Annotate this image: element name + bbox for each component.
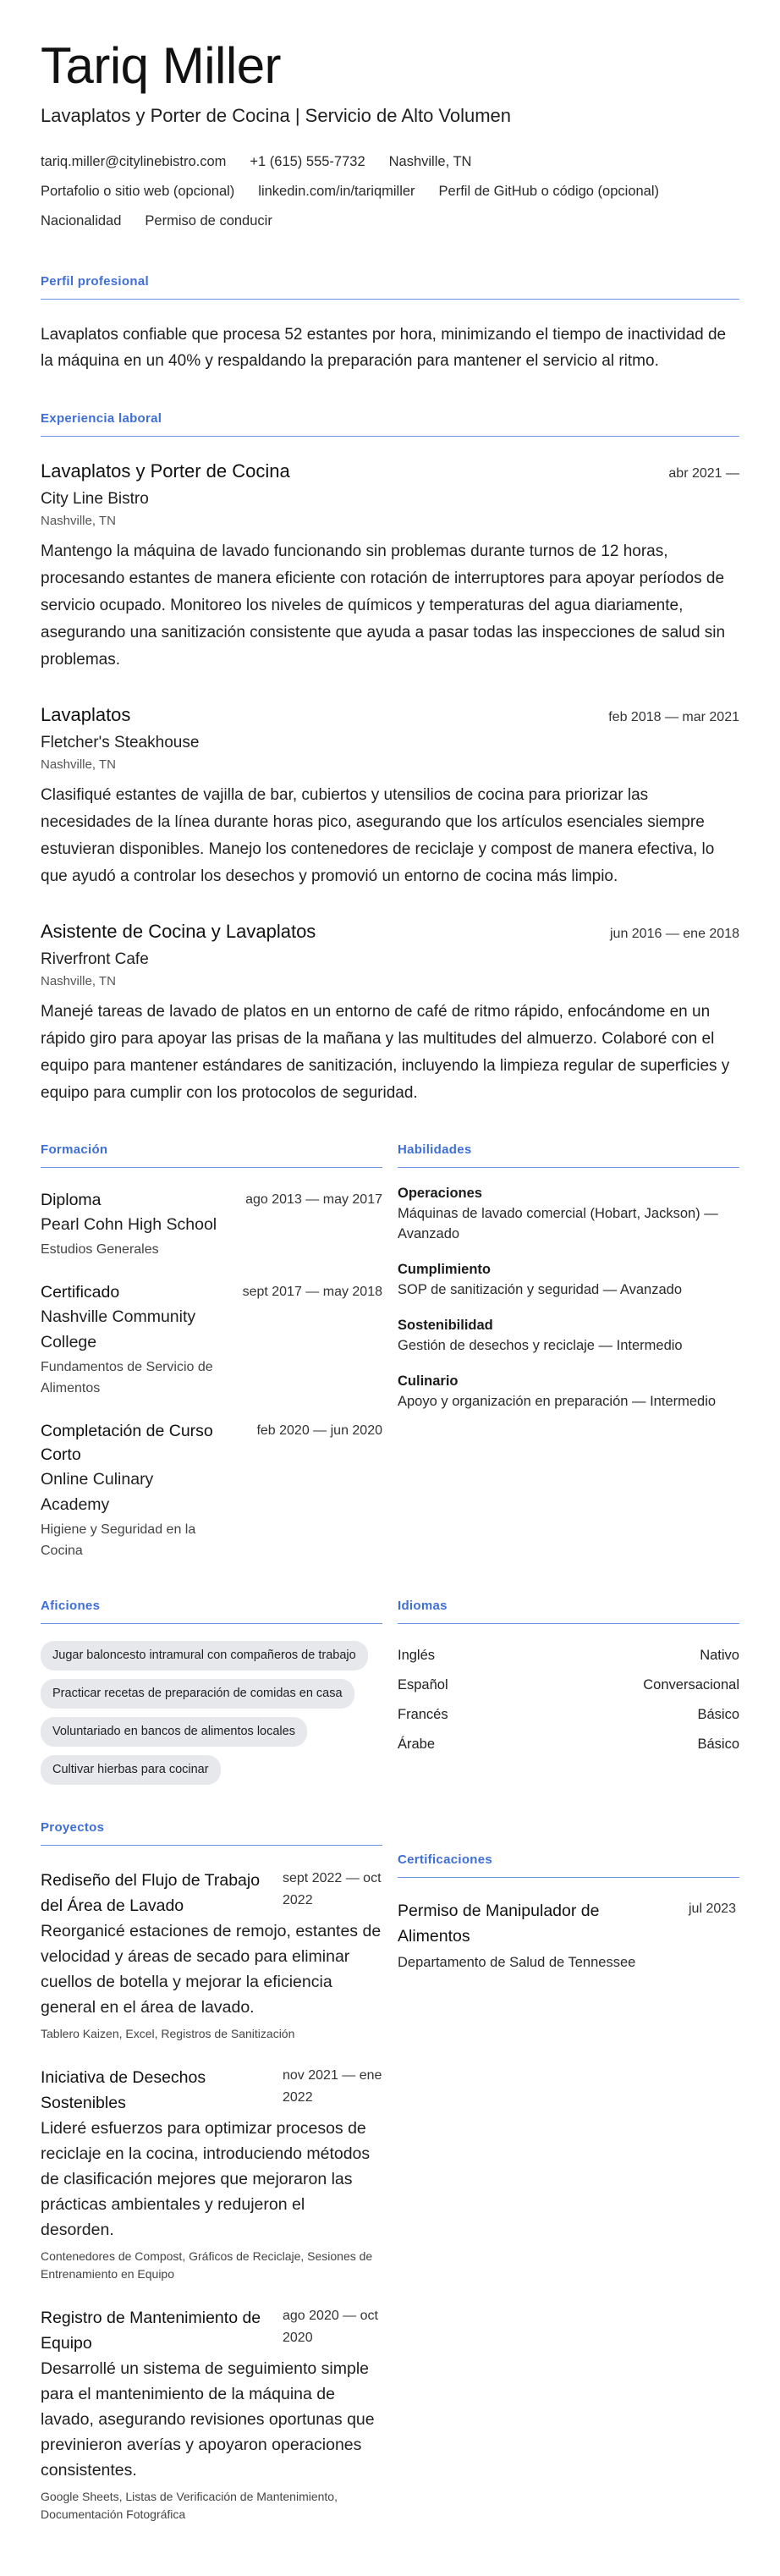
hobby-chip: Voluntariado en bancos de alimentos locales [41,1717,307,1747]
skill-description: Apoyo y organización en preparación — Intermedio [398,1394,717,1409]
job-entry [41,704,739,890]
contact-nationality: Nacionalidad [41,213,122,228]
language-entry [398,1700,739,1730]
project-date: nov 2021 — ene 2022 [283,2068,382,2105]
education-school: Pearl Cohn High School [41,1215,217,1234]
education-school: Online Culinary Academy [41,1470,154,1514]
education-entry [41,1419,382,1561]
contact-github[interactable]: Perfil de GitHub o código (opcional) [438,184,660,199]
certification-issuer: Departamento de Salud de Tennessee [398,1955,636,1970]
certifications-section [398,1852,739,2524]
job-title: Lavaplatos [41,704,131,725]
contact-portfolio[interactable]: Portafolio o sitio web (opcional) [41,184,235,199]
project-description: Reorganicé estaciones de remojo, estantes de velocidad y áreas de secado para eliminar cuellos de botella y mejorar la eficiencia general en el área de lavado. [41,1922,382,2017]
job-company: Riverfront Cafe [41,950,149,968]
candidate-name: Tariq Miller [41,37,282,94]
section-title-experience: Experiencia laboral [41,411,739,437]
job-company: City Line Bistro [41,490,149,508]
education-section [41,1142,382,1561]
education-field: Fundamentos de Servicio de Alimentos [41,1360,213,1395]
section-title-skills: Habilidades [398,1142,739,1168]
project-entry [41,1868,382,2043]
section-title-certifications: Certificaciones [398,1852,739,1878]
language-level: Conversacional [643,1677,739,1693]
job-location: Nashville, TN [41,757,116,772]
section-title-projects: Proyectos [41,1820,382,1846]
hobby-chip: Practicar recetas de preparación de comidas en casa [41,1679,354,1709]
education-date: feb 2020 — jun 2020 [256,1423,382,1438]
contact-license: Permiso de conducir [145,213,272,228]
project-tools: Contenedores de Compost, Gráficos de Reciclaje, Sesiones de Entrenamiento en Equipo [41,2249,373,2281]
education-degree: Certificado [41,1283,120,1302]
education-date: ago 2013 — may 2017 [245,1192,382,1207]
languages-section [398,1599,739,1785]
education-entry [41,1280,382,1399]
job-description: Clasifiqué estantes de vajilla de bar, cubiertos y utensilios de cocina para priorizar las necesidades de la línea durante horas pico, asegurando que los artículos esenciales siempre estuvieran disponibles. Manejo los contenedores de reciclaje y compost de manera efectiva, lo que ayudó a controlar los desechos y promovió un entorno de cocina más limpio. [41,786,715,885]
contact-linkedin[interactable]: linkedin.com/in/tariqmiller [258,184,415,199]
language-name: Inglés [398,1648,436,1663]
language-entry [398,1730,739,1759]
education-date: sept 2017 — may 2018 [242,1285,382,1299]
language-name: Francés [398,1707,448,1722]
education-school: Nashville Community College [41,1307,196,1351]
education-skills-row [41,1142,739,1561]
certification-date: jul 2023 [689,1902,737,1916]
skill-name: Operaciones [398,1186,482,1201]
hobby-chip: Jugar baloncesto intramural con compañeros de trabajo [41,1641,368,1671]
hobby-chips [41,1641,382,1785]
section-title-hobbies: Aficiones [41,1599,382,1624]
skill-description: SOP de sanitización y seguridad — Avanzado [398,1282,683,1297]
skills-section [398,1142,739,1561]
certification-entry [398,1898,739,1973]
section-title-summary: Perfil profesional [41,274,739,300]
education-degree: Completación de Curso Corto [41,1422,213,1464]
project-title: Registro de Mantenimiento de Equipo [41,2309,261,2353]
language-level: Básico [697,1707,739,1722]
language-level: Nativo [700,1648,739,1663]
summary-text: Lavaplatos confiable que procesa 52 estantes por hora, minimizando el tiempo de inactividad de la máquina en un 40% y respaldando la preparación para mantener el servicio al ritmo. [41,326,727,370]
job-date: jun 2016 — ene 2018 [609,927,739,941]
hobby-chip: Cultivar hierbas para cocinar [41,1755,221,1785]
projects-certifications-row [41,1820,739,2524]
hobbies-section [41,1599,382,1785]
skill-description: Máquinas de lavado comercial (Hobart, Jackson) — Avanzado [398,1206,718,1241]
projects-section [41,1820,382,2524]
language-entry [398,1641,739,1671]
project-title: Iniciativa de Desechos Sostenibles [41,2068,206,2112]
education-field: Higiene y Seguridad en la Cocina [41,1522,196,1558]
hobbies-languages-row [41,1599,739,1785]
job-description: Manejé tareas de lavado de platos en un entorno de café de ritmo rápido, enfocándome en un rápido giro para apoyar las prisas de la mañana y las multitudes del almuerzo. Colaboré con el equipo para mantener estándares de sanitización, incluyendo la limpieza regular de superficies y equipo para cumplir con los protocolos de seguridad. [41,1003,730,1102]
language-name: Español [398,1677,448,1693]
job-entry [41,921,739,1107]
job-title: Lavaplatos y Porter de Cocina [41,460,290,482]
project-tools: Tablero Kaizen, Excel, Registros de Sanitización [41,2027,295,2040]
skill-entry [398,1259,739,1300]
language-entry [398,1671,739,1700]
contact-phone[interactable]: +1 (615) 555-7732 [250,154,365,169]
summary-section [41,274,739,374]
job-entry [41,460,739,674]
job-description: Mantengo la máquina de lavado funcionando sin problemas durante turnos de 12 horas, procesando estantes de manera eficiente con rotación de interruptores para apoyar períodos de servicio ocupado. Monitoreo los niveles de químicos y temperaturas del agua diariamente, asegurando una sanitización consistente que ayuda a pasar todas las inspecciones de salud sin problemas. [41,542,726,669]
skill-entry [398,1183,739,1244]
job-date: abr 2021 — [668,466,739,481]
job-location: Nashville, TN [41,974,116,988]
project-description: Desarrollé un sistema de seguimiento simple para el mantenimiento de la máquina de lavado, asegurando revisiones oportunas que previnieron averías y apoyaron operaciones consistentes. [41,2359,375,2480]
section-title-languages: Idiomas [398,1599,739,1624]
skill-name: Culinario [398,1373,459,1389]
skill-entry [398,1315,739,1356]
skill-name: Sostenibilidad [398,1318,493,1333]
skill-entry [398,1371,739,1412]
language-name: Árabe [398,1737,436,1752]
skill-description: Gestión de desechos y reciclaje — Intermedio [398,1338,683,1353]
skill-name: Cumplimiento [398,1262,491,1277]
job-date: feb 2018 — mar 2021 [608,710,739,724]
project-entry [41,2305,382,2524]
project-title: Rediseño del Flujo de Trabajo del Área de Lavado [41,1871,261,1915]
project-tools: Google Sheets, Listas de Verificación de Mantenimiento, Documentación Fotográfica [41,2490,338,2521]
headline: Lavaplatos y Porter de Cocina | Servicio de Alto Volumen [41,105,512,126]
contact-location: Nashville, TN [388,154,472,169]
project-date: ago 2020 — oct 2020 [283,2309,378,2345]
job-location: Nashville, TN [41,514,116,528]
education-entry [41,1188,382,1260]
experience-section [41,411,739,1107]
section-title-education: Formación [41,1142,382,1168]
contact-email[interactable]: tariq.miller@citylinebistro.com [41,154,227,169]
project-entry [41,2065,382,2283]
job-title: Asistente de Cocina y Lavaplatos [41,921,316,942]
certification-title: Permiso de Manipulador de Alimentos [398,1902,600,1946]
project-description: Lideré esfuerzos para optimizar procesos de reciclaje en la cocina, introduciendo métodos de clasificación mejores que mejoraron las prácticas ambientales y redujeron el desorden. [41,2119,371,2239]
job-company: Fletcher's Steakhouse [41,734,200,751]
education-field: Estudios Generales [41,1242,159,1257]
education-degree: Diploma [41,1191,102,1209]
language-level: Básico [697,1737,739,1752]
contact-info [41,152,739,230]
project-date: sept 2022 — oct 2022 [283,1871,382,1907]
